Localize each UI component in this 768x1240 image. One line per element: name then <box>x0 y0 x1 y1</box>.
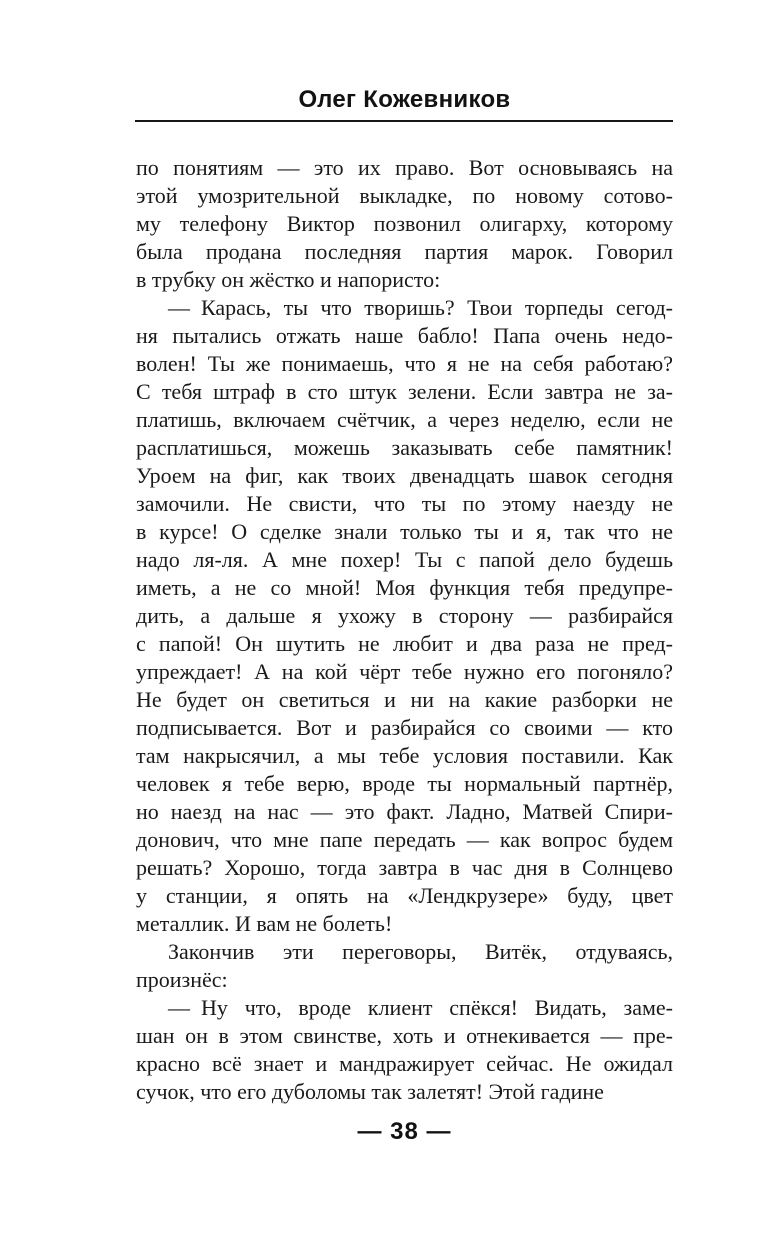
body-text <box>136 154 673 1106</box>
author-heading: Олег Кожевников <box>298 86 511 113</box>
text-line: упреждает! А на кой чёрт тебе нужно его погоняло? <box>136 659 673 684</box>
text-line: у станции, я опять на «Лендкрузере» буду, цвет <box>136 883 673 908</box>
text-line: расплатишься, можешь заказывать себе памятник! <box>136 435 673 460</box>
text-line: подписывается. Вот и разбирайся со своими — кто <box>136 715 673 740</box>
text-line: замочили. Не свисти, что ты по этому наезду не <box>136 491 673 516</box>
text-line: му телефону Виктор позвонил олигарху, которому <box>136 211 673 236</box>
text-line: там накрысячил, а мы тебе условия поставили. Как <box>136 743 673 768</box>
text-line: по понятиям — это их право. Вот основываясь на <box>136 155 673 180</box>
text-line: металлик. И вам не болеть! <box>136 911 393 936</box>
paragraph <box>136 994 673 1106</box>
text-line: донович, что мне папе передать — как вопрос будем <box>136 827 673 852</box>
text-line: дить, а дальше я ухожу в сторону — разбирайся <box>136 603 673 628</box>
text-line: надо ля-ля. А мне похер! Ты с папой дело будешь <box>136 547 673 572</box>
text-line: произнёс: <box>136 967 228 992</box>
paragraph <box>136 294 673 938</box>
text-line: С тебя штраф в сто штук зелени. Если завтра не за- <box>136 379 673 404</box>
text-line: в трубку он жёстко и напористо: <box>136 267 441 292</box>
text-line: с папой! Он шутить не любит и два раза не пред- <box>136 631 673 656</box>
text-line: но наезд на нас — это факт. Ладно, Матвей Спири- <box>136 799 673 824</box>
text-line: красно всё знает и мандражирует сейчас. Не ожидал <box>136 1051 673 1076</box>
header-rule <box>135 120 673 122</box>
paragraph <box>136 938 673 994</box>
paragraph <box>136 154 673 294</box>
text-line: Закончив эти переговоры, Витёк, отдуваясь, <box>168 939 673 964</box>
text-line: — Ну что, вроде клиент спёкся! Видать, заме- <box>168 995 673 1020</box>
text-line: была продана последняя партия марок. Говорил <box>136 239 673 264</box>
text-line: ня пытались отжать наше бабло! Папа очень недо- <box>136 323 673 348</box>
text-line: — Карась, ты что творишь? Твои торпеды сегод- <box>168 295 673 320</box>
text-line: волен! Ты же понимаешь, что я не на себя работаю? <box>136 351 673 376</box>
text-line: решать? Хорошо, тогда завтра в час дня в Солнцево <box>136 855 673 880</box>
text-line: иметь, а не со мной! Моя функция тебя предупре- <box>136 575 673 600</box>
text-line: шан он в этом свинстве, хоть и отнекивается — пре- <box>136 1023 673 1048</box>
text-line: Не будет он светиться и ни на какие разборки не <box>136 687 673 712</box>
text-line: человек я тебе верю, вроде ты нормальный партнёр, <box>136 771 673 796</box>
page-number: — 38 — <box>357 1118 452 1145</box>
text-line: сучок, что его дуболомы так залетят! Этой гадине <box>136 1079 604 1104</box>
text-line: в курсе! О сделке знали только ты и я, так что не <box>136 519 673 544</box>
text-line: этой умозрительной выкладке, по новому сотово- <box>136 183 673 208</box>
text-line: платишь, включаем счётчик, а через неделю, если не <box>136 407 673 432</box>
text-line: Уроем на фиг, как твоих двенадцать шавок сегодня <box>136 463 673 488</box>
